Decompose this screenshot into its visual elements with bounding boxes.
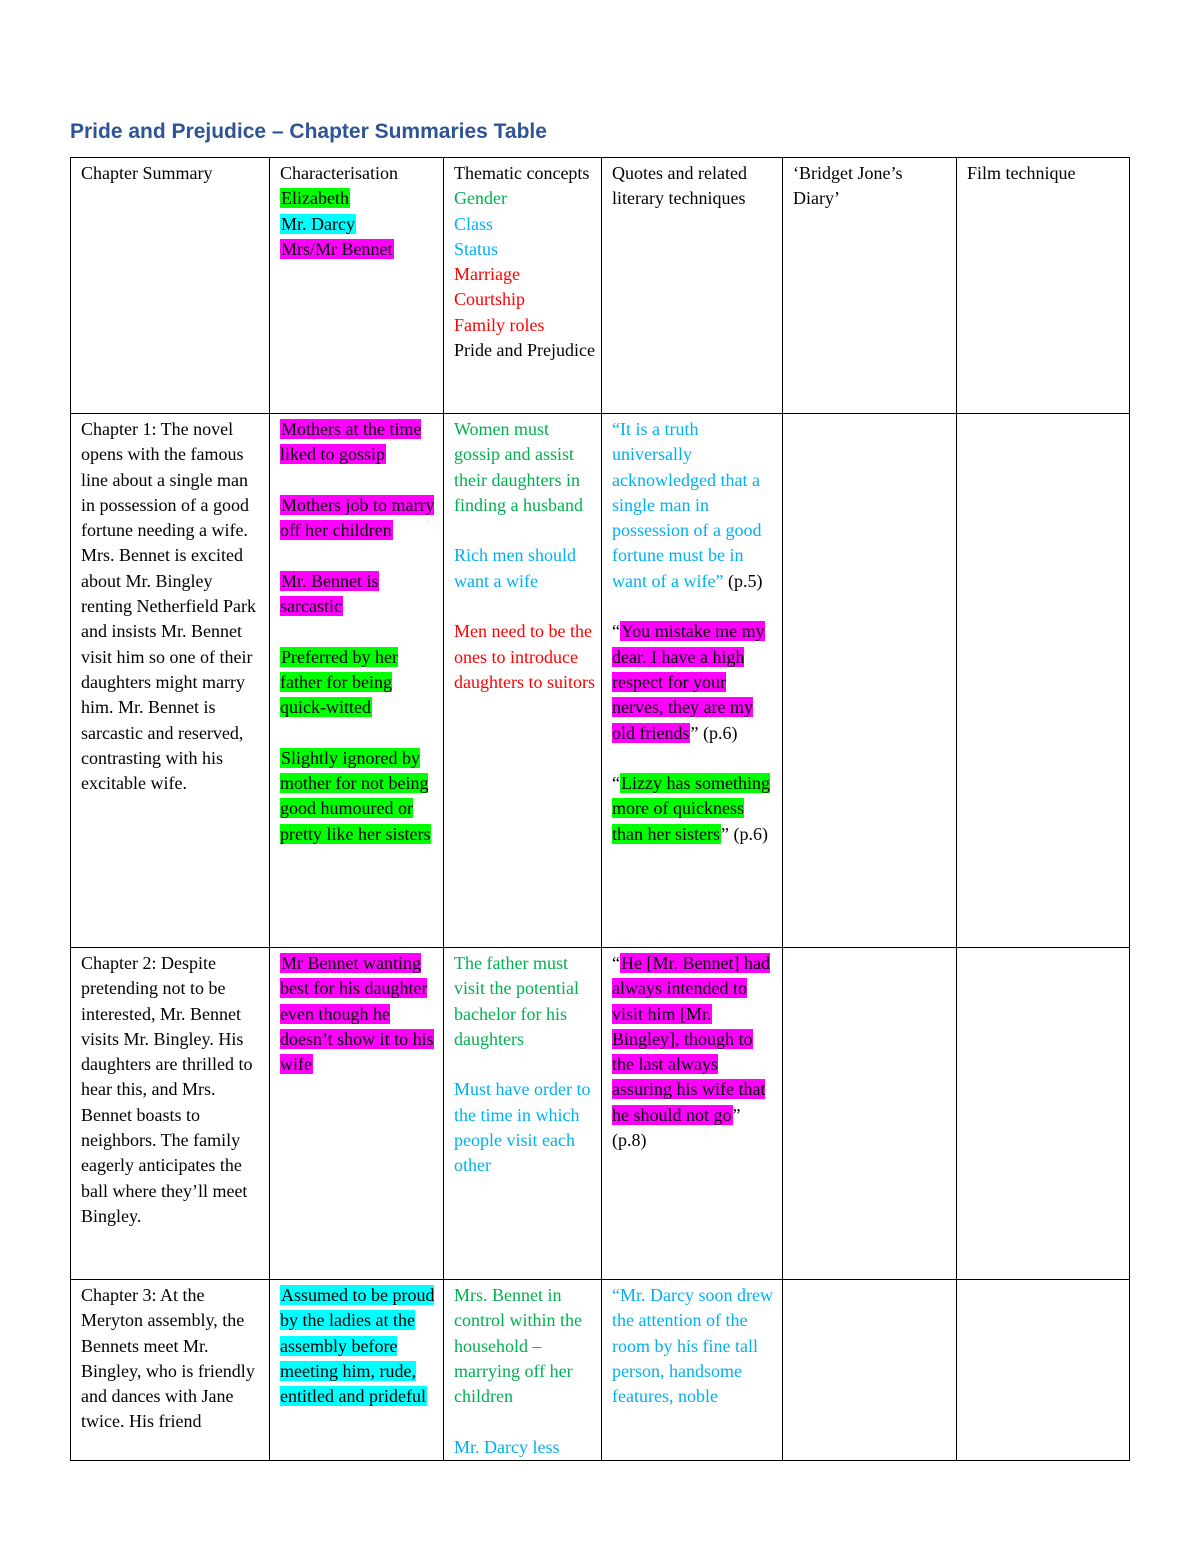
header-characterisation: [270, 158, 444, 414]
quote-text: “Mr. Darcy soon drew the attention of the room by his fine tall person, handsome features, noble: [612, 1285, 773, 1407]
quotes-cell: [602, 948, 783, 1280]
quote-open: “: [612, 773, 620, 794]
header-film-technique: Film technique: [957, 158, 1130, 414]
theme-note: Rich men should want a wife: [454, 545, 576, 591]
theme-key-gender: Gender: [454, 188, 507, 209]
document-title: Pride and Prejudice – Chapter Summaries Table: [70, 120, 547, 143]
quote-close: ” (p.6): [720, 823, 768, 844]
chapter-summary-cell: Chapter 1: The novel opens with the famous line about a single man in possession of a good fortune needing a wife. Mrs. Bennet is excited about Mr. Bingley renting Netherfield Park and insists Mr. Bennet visit him so one of their daughters might marry him. Mr. Bennet is sarcastic and reserved, contrasting with his excitable wife.: [71, 414, 270, 948]
film-technique-cell: [957, 1280, 1130, 1461]
characterisation-heading: Characterisation: [280, 163, 398, 183]
chapter-summary-cell: Chapter 2: Despite pretending not to be interested, Mr. Bennet visits Mr. Bingley. His daughters are thrilled to hear this, and Mrs. Bennet boasts to neighbors. The family eagerly anticipates the ball where they’ll meet Bingley.: [71, 948, 270, 1280]
characterisation-cell: [270, 948, 444, 1280]
char-note: Mr Bennet wanting best for his daughter even though he doesn’t show it to his wife: [280, 953, 434, 1075]
theme-note: Women must gossip and assist their daughters in finding a husband: [454, 419, 583, 515]
char-note: Preferred by her father for being quick-witted: [280, 646, 398, 718]
theme-key-pride-prejudice: Pride and Prejudice: [454, 340, 595, 361]
quote-close: ” (p.6): [690, 722, 738, 743]
characterisation-cell: [270, 1280, 444, 1461]
header-chapter-summary: Chapter Summary: [71, 158, 270, 414]
thematic-cell: [444, 1280, 602, 1461]
quotes-cell: [602, 1280, 783, 1461]
theme-note: Men need to be the ones to introduce daughters to suitors: [454, 621, 595, 692]
key-bennet: Mrs/Mr Bennet: [281, 238, 393, 259]
bridget-jones-cell: [783, 948, 957, 1280]
key-elizabeth: Elizabeth: [281, 188, 349, 209]
theme-key-family-roles: Family roles: [454, 314, 545, 335]
quote-open: “: [612, 621, 620, 642]
thematic-cell: [444, 948, 602, 1280]
table-row: [71, 1280, 1130, 1461]
table-row: [71, 414, 1130, 948]
theme-key-courtship: Courtship: [454, 289, 526, 310]
characterisation-cell: [270, 414, 444, 948]
quote: [612, 771, 778, 847]
char-note: Assumed to be proud by the ladies at the assembly before meeting him, rude, entitled and prideful: [280, 1285, 435, 1407]
header-bridget-jones: ‘Bridget Jone’s Diary’: [783, 158, 957, 414]
bridget-jones-cell: [783, 1280, 957, 1461]
char-note: Mothers at the time liked to gossip: [280, 419, 422, 465]
theme-key-marriage: Marriage: [454, 264, 520, 285]
quote-text: He [Mr. Bennet] had always intended to visit him [Mr. Bingley], though to the last always assuring his wife that he should not go: [612, 953, 770, 1125]
header-thematic-concepts: [444, 158, 602, 414]
quote-text: Lizzy has something more of quickness than her sisters: [612, 773, 770, 844]
quote: [612, 619, 778, 745]
theme-note: Must have order to the time in which people visit each other: [454, 1079, 591, 1176]
table-header-row: [71, 158, 1130, 414]
char-note: Mr. Bennet is sarcastic: [280, 570, 379, 617]
theme-note: Mr. Darcy less: [454, 1436, 560, 1457]
quote-text: You mistake me my dear. I have a high respect for your nerves, they are my old friends: [612, 621, 765, 743]
quote-close: ” (p.8): [612, 1104, 741, 1151]
thematic-heading: Thematic concepts: [454, 163, 590, 183]
quote-open: “: [612, 953, 620, 973]
chapter-summaries-table: [70, 157, 1130, 1461]
theme-note: Mrs. Bennet in control within the household – marrying off her children: [454, 1285, 582, 1407]
table-row: [71, 948, 1130, 1280]
theme-key-class: Class: [454, 213, 494, 234]
bridget-jones-cell: [783, 414, 957, 948]
quote: [612, 951, 778, 1153]
chapter-summary-cell: Chapter 3: At the Meryton assembly, the Bennets meet Mr. Bingley, who is friendly and dances with Jane twice. His friend: [71, 1280, 270, 1461]
quote-page-ref: (p.5): [723, 570, 763, 591]
theme-note: The father must visit the potential bachelor for his daughters: [454, 953, 579, 1049]
quotes-cell: [602, 414, 783, 948]
char-note: Mothers job to marry off her children: [280, 494, 435, 541]
header-quotes: Quotes and related literary techniques: [602, 158, 783, 414]
film-technique-cell: [957, 948, 1130, 1280]
film-technique-cell: [957, 414, 1130, 948]
char-note: Slightly ignored by mother for not being good humoured or pretty like her sisters: [280, 747, 431, 844]
thematic-cell: [444, 414, 602, 948]
theme-key-status: Status: [454, 238, 499, 259]
key-darcy: Mr. Darcy: [281, 213, 355, 234]
quote-text: “It is a truth universally acknowledged that a single man in possession of a good fortune must be in want of a wife”: [612, 419, 762, 591]
quote: [612, 417, 778, 594]
